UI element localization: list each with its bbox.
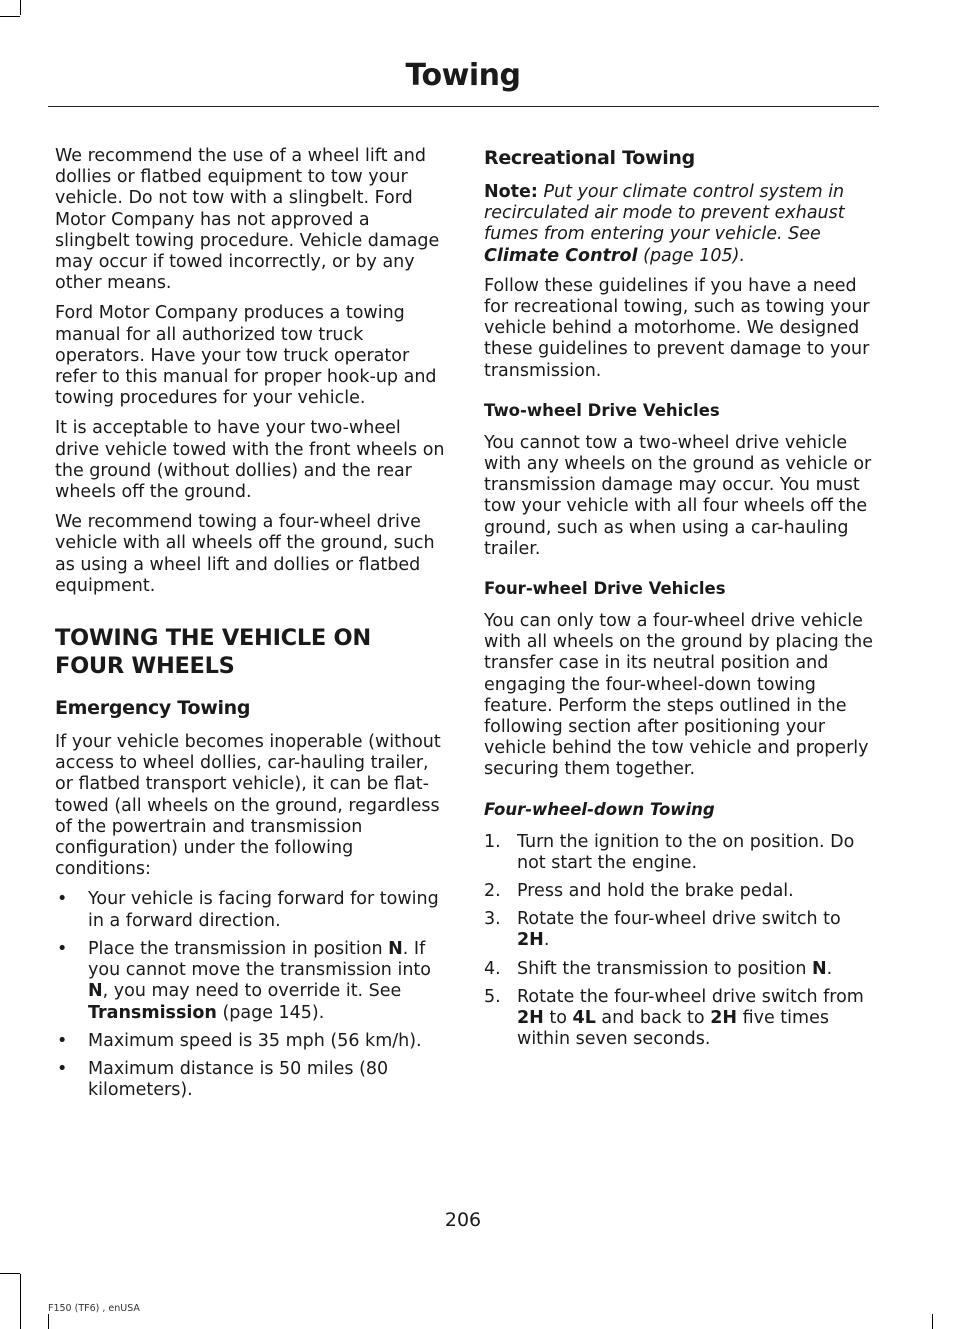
text-run: Shift the transmission to position — [517, 958, 812, 979]
paragraph: Ford Motor Company produces a towing manual for all authorized tow truck operators. Have your tow truck operator refer to this manual for proper hook-up and towing procedures for your vehicle. — [55, 303, 437, 409]
subheading-four-wheel-drive: Four-wheel Drive Vehicles — [484, 579, 726, 599]
note-page: (page 105). — [637, 245, 746, 266]
text-run: . — [826, 958, 833, 979]
bullet-marker: • — [57, 1058, 68, 1079]
crop-mark — [0, 16, 20, 17]
text-run: (page 145). — [216, 1002, 325, 1023]
crop-mark — [20, 1274, 21, 1329]
crop-mark — [0, 1273, 20, 1274]
gear-position: N — [388, 938, 403, 959]
paragraph: If your vehicle becomes inoperable (without access to wheel dollies, car-hauling trailer, or flatbed transport vehicle), it can be flat-towed (all wheels on the ground, regardless of the powertrain and transmission configuration) under the following conditions: — [55, 732, 441, 880]
step-number: 5. — [484, 986, 501, 1007]
text-run: , you may need to override it. See — [102, 981, 402, 1002]
climate-control-link[interactable]: Climate Control — [484, 245, 638, 266]
gear-position: N — [812, 958, 827, 979]
switch-position: 2H — [710, 1008, 738, 1029]
page-number: 206 — [444, 1209, 482, 1231]
bullet-marker: • — [57, 889, 68, 910]
text-run: to — [543, 1008, 573, 1029]
step-text — [517, 959, 832, 979]
subheading-two-wheel-drive: Two-wheel Drive Vehicles — [484, 400, 720, 420]
transmission-link[interactable]: Transmission — [88, 1002, 217, 1023]
list-item — [55, 1059, 447, 1101]
gear-position: N — [88, 981, 103, 1002]
list-item-text: Maximum speed is 35 mph (56 km/h). — [88, 1030, 422, 1051]
note — [484, 182, 876, 267]
paragraph: It is acceptable to have your two-wheel drive vehicle towed with the front wheels on the ground (without dollies) and the rear wheels off the ground. — [55, 418, 445, 503]
bullet-marker: • — [57, 1030, 68, 1051]
page-title: Towing — [405, 58, 521, 93]
crop-mark — [932, 1314, 933, 1329]
text-run: and back to — [595, 1008, 711, 1029]
step-number: 3. — [484, 909, 501, 930]
bullet-marker: • — [57, 938, 68, 959]
list-item-text — [88, 939, 431, 1023]
text-run: . — [543, 930, 550, 951]
step-item — [484, 959, 876, 980]
steps-list — [484, 832, 876, 1051]
header-rule — [48, 106, 879, 107]
list-item-text: Your vehicle is facing forward for towing in a forward direction. — [88, 889, 439, 931]
step-number: 4. — [484, 958, 501, 979]
step-text: Turn the ignition to the on position. Do not start the engine. — [517, 831, 855, 873]
crop-mark — [48, 1314, 49, 1329]
text-run: Rotate the four-wheel drive switch to — [517, 909, 841, 930]
switch-position: 2H — [517, 930, 544, 951]
subheading-emergency-towing: Emergency Towing — [55, 697, 251, 720]
step-item — [484, 881, 876, 902]
subheading-recreational-towing: Recreational Towing — [484, 147, 695, 169]
step-text: Press and hold the brake pedal. — [517, 881, 794, 902]
right-column — [484, 146, 876, 1058]
text-run: Rotate the four-wheel drive switch from — [517, 986, 864, 1007]
step-item — [484, 909, 876, 951]
paragraph: We recommend the use of a wheel lift and dollies or flatbed equipment to tow your vehicle. Do not tow with a slingbelt. Ford Motor Company has not approved a slingbelt towing procedure. Vehicle damage may occur if towed incorrectly, or by any other means. — [55, 146, 440, 294]
subheading-four-wheel-down-towing: Four-wheel-down Towing — [484, 799, 715, 819]
text-run: . If you cannot move the transmission into — [88, 938, 431, 981]
left-column — [55, 146, 447, 1108]
list-item — [55, 939, 447, 1024]
list-item — [55, 1031, 447, 1052]
note-label: Note: — [484, 182, 538, 202]
text-run: Place the transmission in position — [88, 938, 389, 959]
step-item — [484, 987, 876, 1051]
note-text: Put your climate control system in recirculated air mode to prevent exhaust fumes from entering your vehicle. See — [484, 182, 845, 245]
crop-mark — [20, 0, 21, 15]
switch-position: 2H — [517, 1008, 544, 1029]
step-item — [484, 832, 876, 874]
step-number: 2. — [484, 881, 501, 902]
step-number: 1. — [484, 831, 501, 852]
section-heading: TOWING THE VEHICLE ON FOUR WHEELS — [55, 625, 371, 680]
list-item-text: Maximum distance is 50 miles (80 kilometers). — [88, 1058, 389, 1101]
paragraph: We recommend towing a four-wheel drive vehicle with all wheels off the ground, such as using a wheel lift and dollies or flatbed equipment. — [55, 512, 435, 596]
step-text — [517, 987, 864, 1049]
list-item — [55, 889, 447, 931]
text-run: five times within seven seconds. — [517, 1008, 829, 1050]
paragraph: Follow these guidelines if you have a need for recreational towing, such as towing your vehicle behind a motorhome. We designed these guidelines to prevent damage to your transmission. — [484, 275, 870, 381]
switch-position: 4L — [572, 1008, 596, 1029]
conditions-list — [55, 889, 447, 1101]
step-text — [517, 909, 841, 950]
paragraph: You cannot tow a two-wheel drive vehicle with any wheels on the ground as vehicle or transmission damage may occur. You must tow your vehicle with all four wheels off the ground, such as when using a car-hauling trailer. — [484, 432, 872, 559]
footer-code: F150 (TF6) , enUSA — [48, 1303, 140, 1314]
paragraph: You can only tow a four-wheel drive vehicle with all wheels on the ground by placing the transfer case in its neutral position and engaging the four-wheel-down towing feature. Perform the steps outlined in the following section after positioning your vehicle behind the tow vehicle and properly securing them together. — [484, 611, 873, 780]
